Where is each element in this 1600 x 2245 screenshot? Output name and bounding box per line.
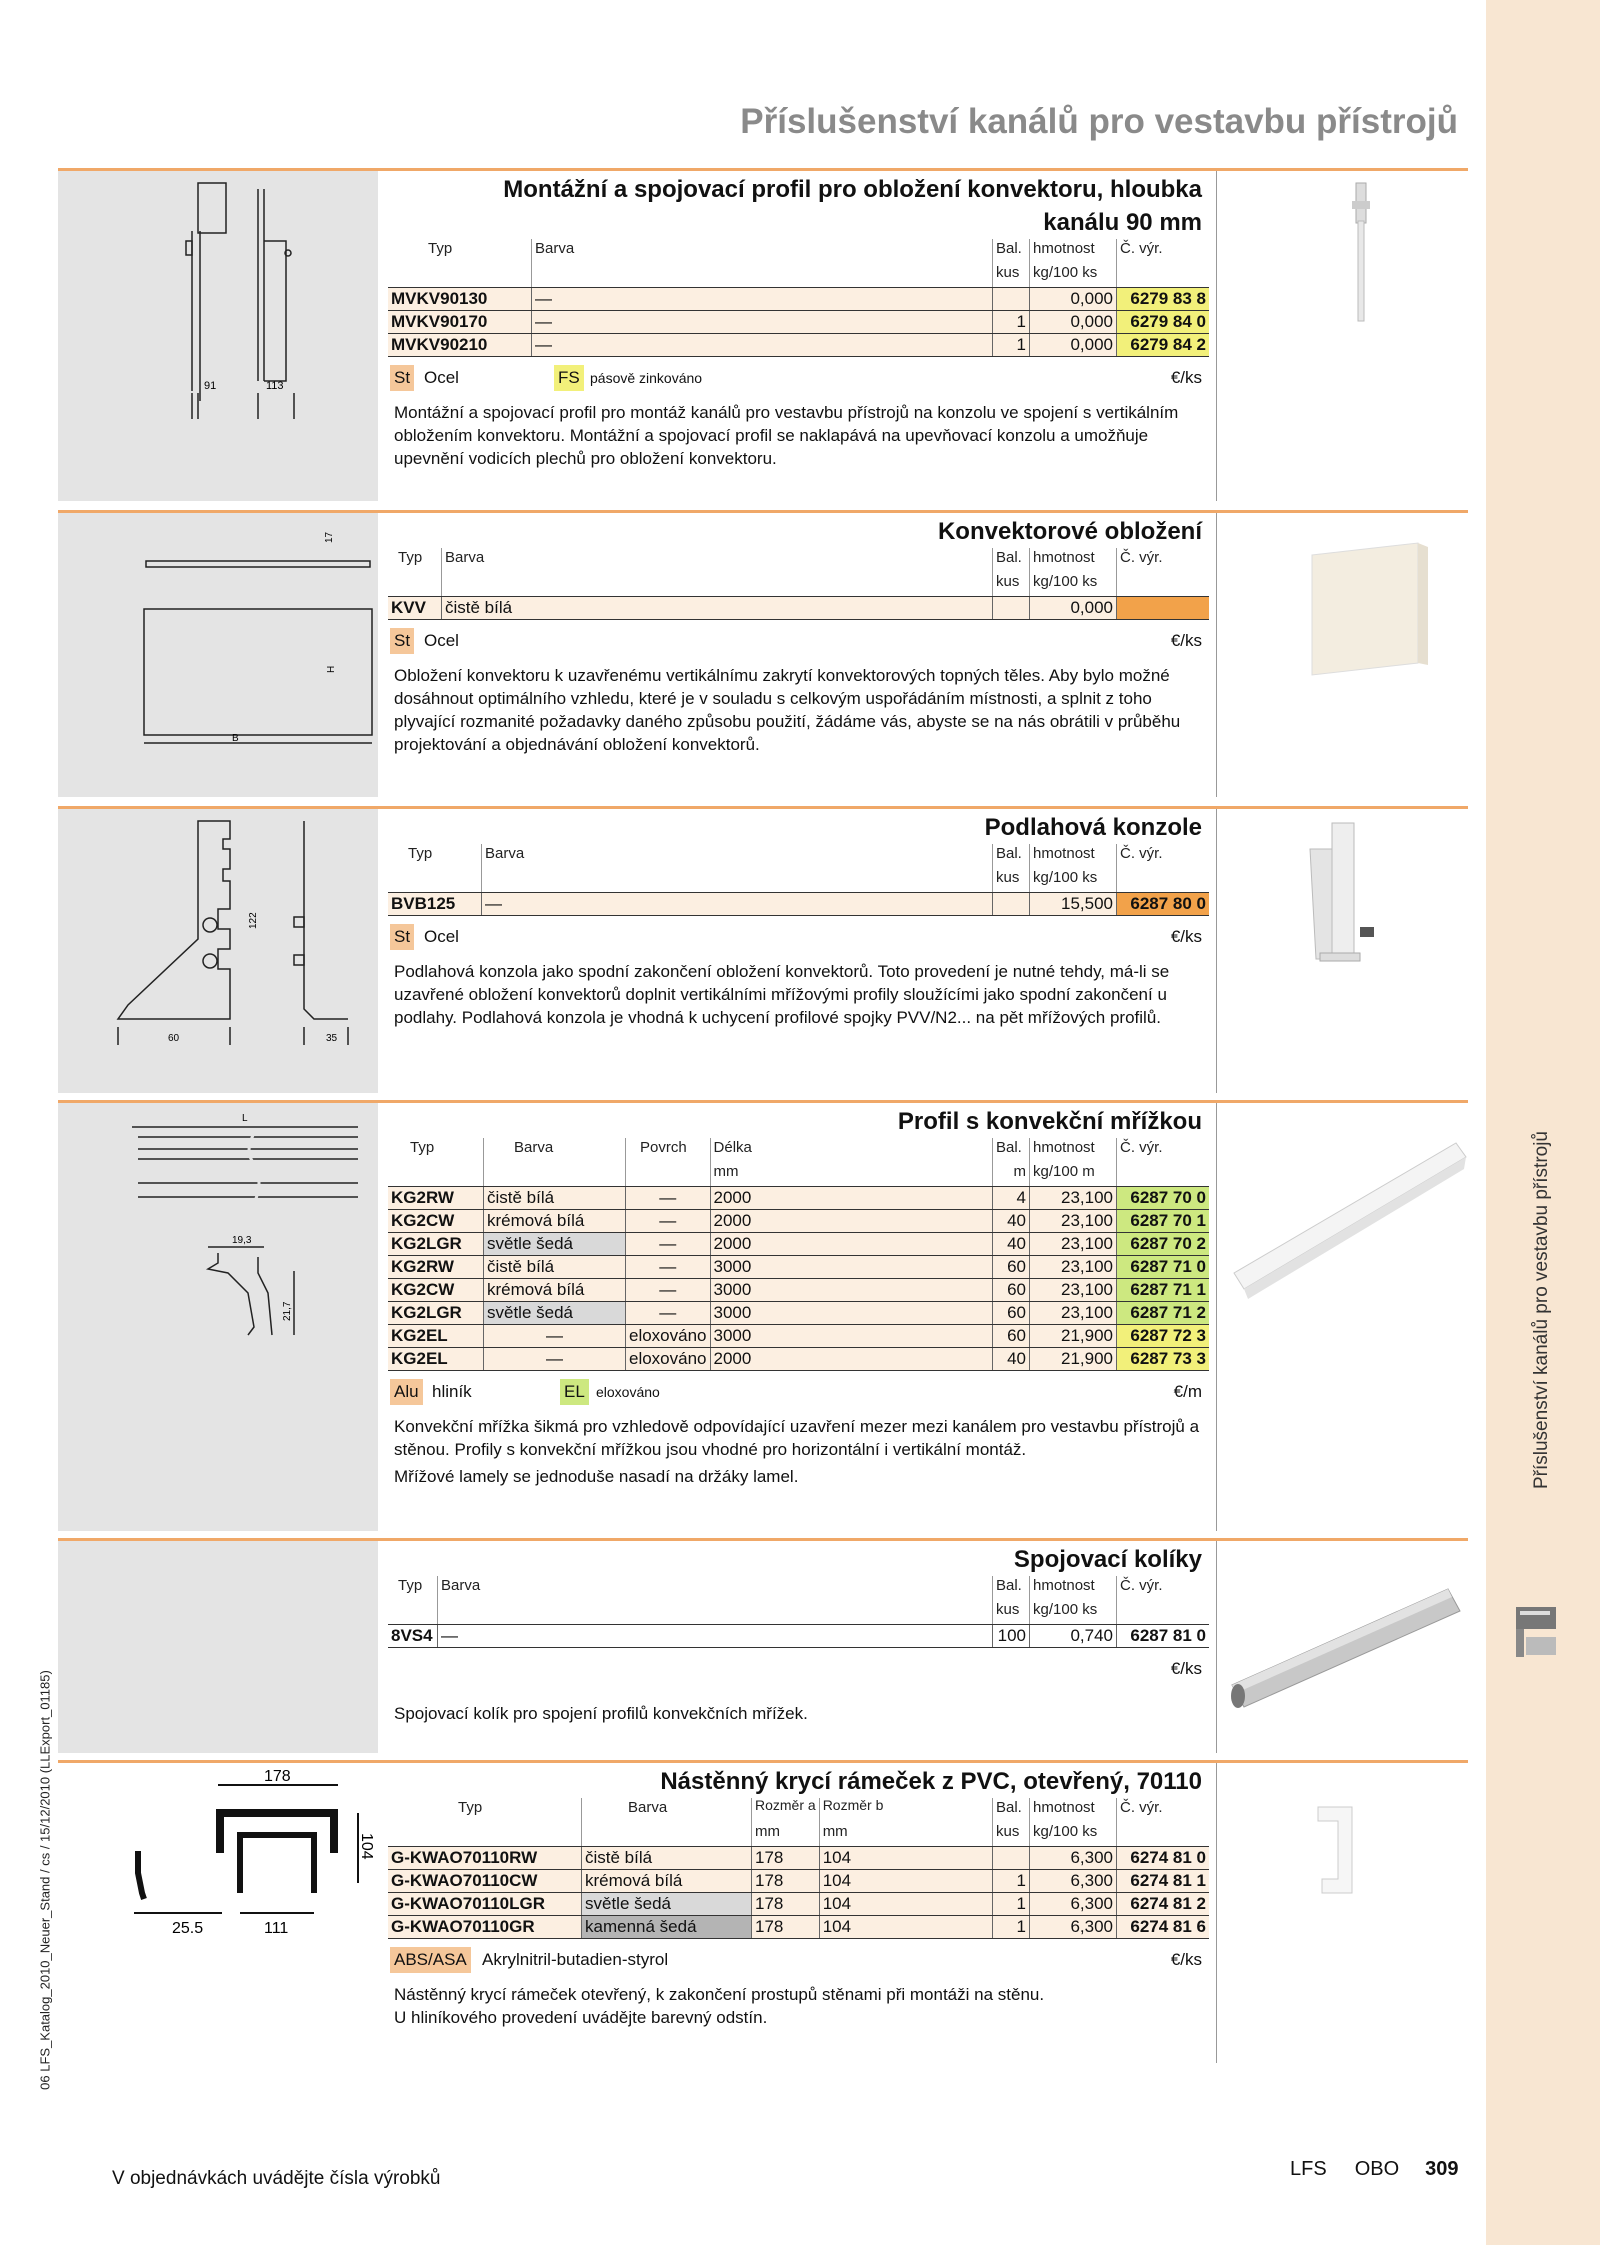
price-unit: €/ks	[1170, 631, 1202, 650]
product-photo	[1228, 513, 1468, 797]
material-tag: Alu	[390, 1379, 423, 1405]
material-row: St Ocel FS pásově zinkováno €/ks	[388, 363, 1216, 397]
section-title: Montážní a spojovací profil pro obložení konvektoru, hloubka kanálu 90 mm	[503, 176, 1202, 236]
technical-drawing	[58, 1103, 378, 1531]
table-row: G-KWAO70110GR kamenná šedá 178 104 1 6,300 6274 81 6	[388, 1916, 1209, 1939]
table-row: MVKV90130 — 0,000 6279 83 8	[388, 288, 1209, 311]
table-row: BVB125 — 15,500 6287 80 0	[388, 893, 1209, 916]
price-unit: €/ks	[1170, 1950, 1202, 1969]
table-row: 8VS4 — 100 0,740 6287 81 0	[388, 1625, 1209, 1648]
material-row: St Ocel €/ks	[388, 626, 1216, 660]
print-info: 06 LFS_Katalog_2010_Neuer_Stand / cs / 15/12/2010 (LLExport_01185)	[37, 1670, 53, 2090]
product-block	[388, 513, 1217, 797]
product-photo	[1228, 1541, 1468, 1753]
footer-note: V objednávkách uvádějte čísla výrobků	[112, 2168, 441, 2189]
price-unit: €/ks	[1170, 927, 1202, 946]
svg-text:L: L	[242, 1113, 248, 1124]
svg-text:111: 111	[264, 1920, 289, 1937]
svg-text:122: 122	[248, 912, 259, 929]
material-tag: St	[390, 365, 414, 391]
table-row: G-KWAO70110CW krémová bílá 178 104 1 6,300 6274 81 1	[388, 1870, 1209, 1893]
table-row: KG2RW čistě bílá — 2000 4 23,100 6287 70 0	[388, 1187, 1209, 1210]
svg-text:B: B	[232, 733, 239, 744]
description: Podlahová konzola jako spodní zakončení obložení konvektorů. Toto provedení je nutné tehdy, má-li se uzavřené obložení konvektorů doplnit vertikálními mřížovými profily sloužícími jako spodní zakončení u podlahy. Podlahová konzola je vhodná k uchycení profilové spojky PVV/N2... na pět mřížových profilů.	[394, 962, 1170, 1027]
section-spojovaci-koliky	[58, 1538, 1468, 1759]
dim-113: 113	[266, 380, 284, 392]
product-table: Typ Barva Povrch Délka Bal. hmotnost Č. výr. mm m kg/100 m KG2RW čistě bílá — 2000 4 23,100 6287 70 0 KG2CW krémová bílá — 2000 40 23,100 6287 70 1 KG2LGR světle šedá — 2000 40 23,100 6287 70 2 KG2RW čistě bílá — 3000 60 23,100 6287 71 0 KG2CW krémová bílá — 3000 60 23,100 6287 71 1 KG2LGR světle šedá — 3000 60 23,100 6287 71 2 KG2EL — eloxováno 3000 60 21,900 6287 72 3 KG2EL — eloxováno 2000 40 21,900 6287 73 3	[388, 1138, 1209, 1371]
material-tag: St	[390, 628, 414, 654]
product-table: Typ Barva Bal. hmotnost Č. výr. kus kg/100 ks 8VS4 — 100 0,740 6287 81 0	[388, 1576, 1209, 1648]
material-row: ABS/ASA Akrylnitril-butadien-styrol €/ks	[388, 1945, 1216, 1979]
product-table: Typ Barva Bal. hmotnost Č. výr. kus kg/100 ks KVV čistě bílá 0,000	[388, 548, 1209, 620]
product-table: Typ Barva Bal. hmotnost Č. výr. kus kg/100 ks MVKV90130 — 0,000 6279 83 8 MVKV90170 — 1 0,000 6279 84 0 MVKV90210 — 1 0,000 6279 84 2	[388, 239, 1209, 357]
svg-text:19,3: 19,3	[232, 1235, 252, 1246]
technical-drawing	[58, 171, 378, 501]
svg-text:35: 35	[326, 1033, 338, 1044]
product-block	[388, 1763, 1217, 2063]
description: Obložení konvektoru k uzavřenému vertikálnímu zakrytí konvektorových topných těles. Aby bylo možné dosáhnout optimálního vzhledu, které je v souladu s celkovým uspořádáním místnosti, a splnit z toho plyvající rozmanité požadavky daného způsobu použití, žádáme vás, abyste se na nás obrátili v průběhu projektování a objednávání obložení konvektorů.	[394, 666, 1181, 754]
section-profil-konvekcni-mrizka	[58, 1100, 1468, 1537]
finish-tag: EL	[560, 1379, 589, 1405]
product-block	[388, 1541, 1217, 1753]
section-title: Spojovací kolíky	[1013, 1546, 1202, 1573]
section-title: Podlahová konzole	[984, 814, 1202, 841]
product-photo	[1228, 1763, 1468, 2063]
product-photo	[1228, 1103, 1468, 1531]
description: Spojovací kolík pro spojení profilů konvekčních mřížek.	[394, 1704, 808, 1723]
description-2: Mřížové lamely se jednoduše nasadí na držáky lamel.	[394, 1467, 799, 1486]
section-title: Profil s konvekční mřížkou	[897, 1108, 1202, 1135]
table-row: G-KWAO70110LGR světle šedá 178 104 1 6,300 6274 81 2	[388, 1893, 1209, 1916]
svg-text:104: 104	[358, 1833, 375, 1860]
table-row: KG2RW čistě bílá — 3000 60 23,100 6287 71 0	[388, 1256, 1209, 1279]
description-2: U hliníkového provedení uvádějte barevný odstín.	[394, 2008, 768, 2027]
section-podlahova-konzole	[58, 806, 1468, 1099]
page-title: Příslušenství kanálů pro vestavbu přístrojů	[740, 102, 1458, 141]
table-row: KG2LGR světle šedá — 3000 60 23,100 6287 71 2	[388, 1302, 1209, 1325]
finish-tag: FS	[554, 365, 584, 391]
side-vertical-title: Příslušenství kanálů pro vestavbu přístrojů	[1531, 1130, 1552, 1490]
table-row: G-KWAO70110RW čistě bílá 178 104 6,300 6274 81 0	[388, 1847, 1209, 1870]
technical-drawing	[58, 809, 378, 1093]
footer-brand: LFS OBO 309	[1290, 2158, 1459, 2180]
table-row: KG2EL — eloxováno 2000 40 21,900 6287 73 3	[388, 1348, 1209, 1371]
technical-drawing	[58, 1541, 378, 1753]
svg-text:60: 60	[168, 1033, 180, 1044]
table-row: KG2CW krémová bílá — 2000 40 23,100 6287 70 1	[388, 1210, 1209, 1233]
price-unit: €/ks	[1170, 1659, 1202, 1678]
svg-text:17: 17	[324, 531, 335, 543]
page-number: 309	[1425, 2158, 1459, 2180]
product-photo	[1228, 171, 1468, 501]
price-unit: €/ks	[1170, 368, 1202, 387]
product-table: Typ Barva Bal. hmotnost Č. výr. kus kg/100 ks BVB125 — 15,500 6287 80 0	[388, 844, 1209, 916]
section-kryci-ramecek	[58, 1760, 1468, 2069]
technical-drawing	[58, 513, 378, 797]
section-montazni-profil	[58, 168, 1468, 507]
technical-drawing	[58, 1763, 378, 2063]
description: Konvekční mřížka šikmá pro vzhledově odpovídající uzavření mezer mezi kanálem pro vestavbu přístrojů a stěnou. Profily s konvekční mřížkou jsou vhodné pro horizontální i vertikální montáž.	[394, 1417, 1200, 1459]
section-title: Konvektorové obložení	[937, 518, 1202, 545]
description: Nástěnný krycí rámeček otevřený, k zakončení prostupů stěnami při montáži na stěnu.	[394, 1985, 1045, 2004]
section-konvektorove-oblozeni	[58, 510, 1468, 803]
table-row: KG2CW krémová bílá — 3000 60 23,100 6287 71 1	[388, 1279, 1209, 1302]
material-row: Alu hliník EL eloxováno €/m	[388, 1377, 1216, 1411]
svg-text:178: 178	[264, 1768, 291, 1785]
svg-text:25.5: 25.5	[172, 1920, 204, 1937]
chapter-icon	[1514, 1603, 1558, 1661]
description: Montážní a spojovací profil pro montáž kanálů pro vestavbu přístrojů na konzolu ve spojení s vertikálním obložením konvektoru. Montážní a spojovací profil se naklapává na upevňovací konzolu a umožňuje upevnění vodicích plechů pro obložení konvektoru.	[394, 403, 1179, 468]
price-unit: €/m	[1173, 1382, 1202, 1401]
dim-91: 91	[204, 380, 217, 392]
material-row: St Ocel €/ks	[388, 922, 1216, 956]
table-row: MVKV90170 — 1 0,000 6279 84 0	[388, 311, 1209, 334]
product-table: Typ Barva Rozměr a Rozměr b Bal. hmotnost Č. výr. mm mm kus kg/100 ks G-KWAO70110RW čistě bílá 178 104 6,300 6274 81 0 G-KWAO70110CW krémová bílá 178 104 1 6,300 6274 81 1 G-KWAO70110LGR světle šedá 178 104 1 6,300 6274 81 2 G-KWAO70110GR kamenná šedá 178 104 1 6,300 6274 81 6	[388, 1798, 1209, 1939]
svg-text:21,7: 21,7	[282, 1301, 293, 1321]
product-block	[388, 1103, 1217, 1531]
product-photo	[1228, 809, 1468, 1093]
material-tag: ABS/ASA	[390, 1947, 471, 1973]
table-row: KG2EL — eloxováno 3000 60 21,900 6287 72 3	[388, 1325, 1209, 1348]
table-row: KG2LGR světle šedá — 2000 40 23,100 6287 70 2	[388, 1233, 1209, 1256]
material-tag: St	[390, 924, 414, 950]
table-row: KVV čistě bílá 0,000	[388, 597, 1209, 620]
product-block	[388, 809, 1217, 1093]
material-row	[388, 1654, 1216, 1688]
section-title: Nástěnný krycí rámeček z PVC, otevřený, 70110	[660, 1768, 1202, 1795]
product-block	[388, 171, 1217, 501]
table-row: MVKV90210 — 1 0,000 6279 84 2	[388, 334, 1209, 357]
svg-text:H: H	[326, 665, 337, 673]
